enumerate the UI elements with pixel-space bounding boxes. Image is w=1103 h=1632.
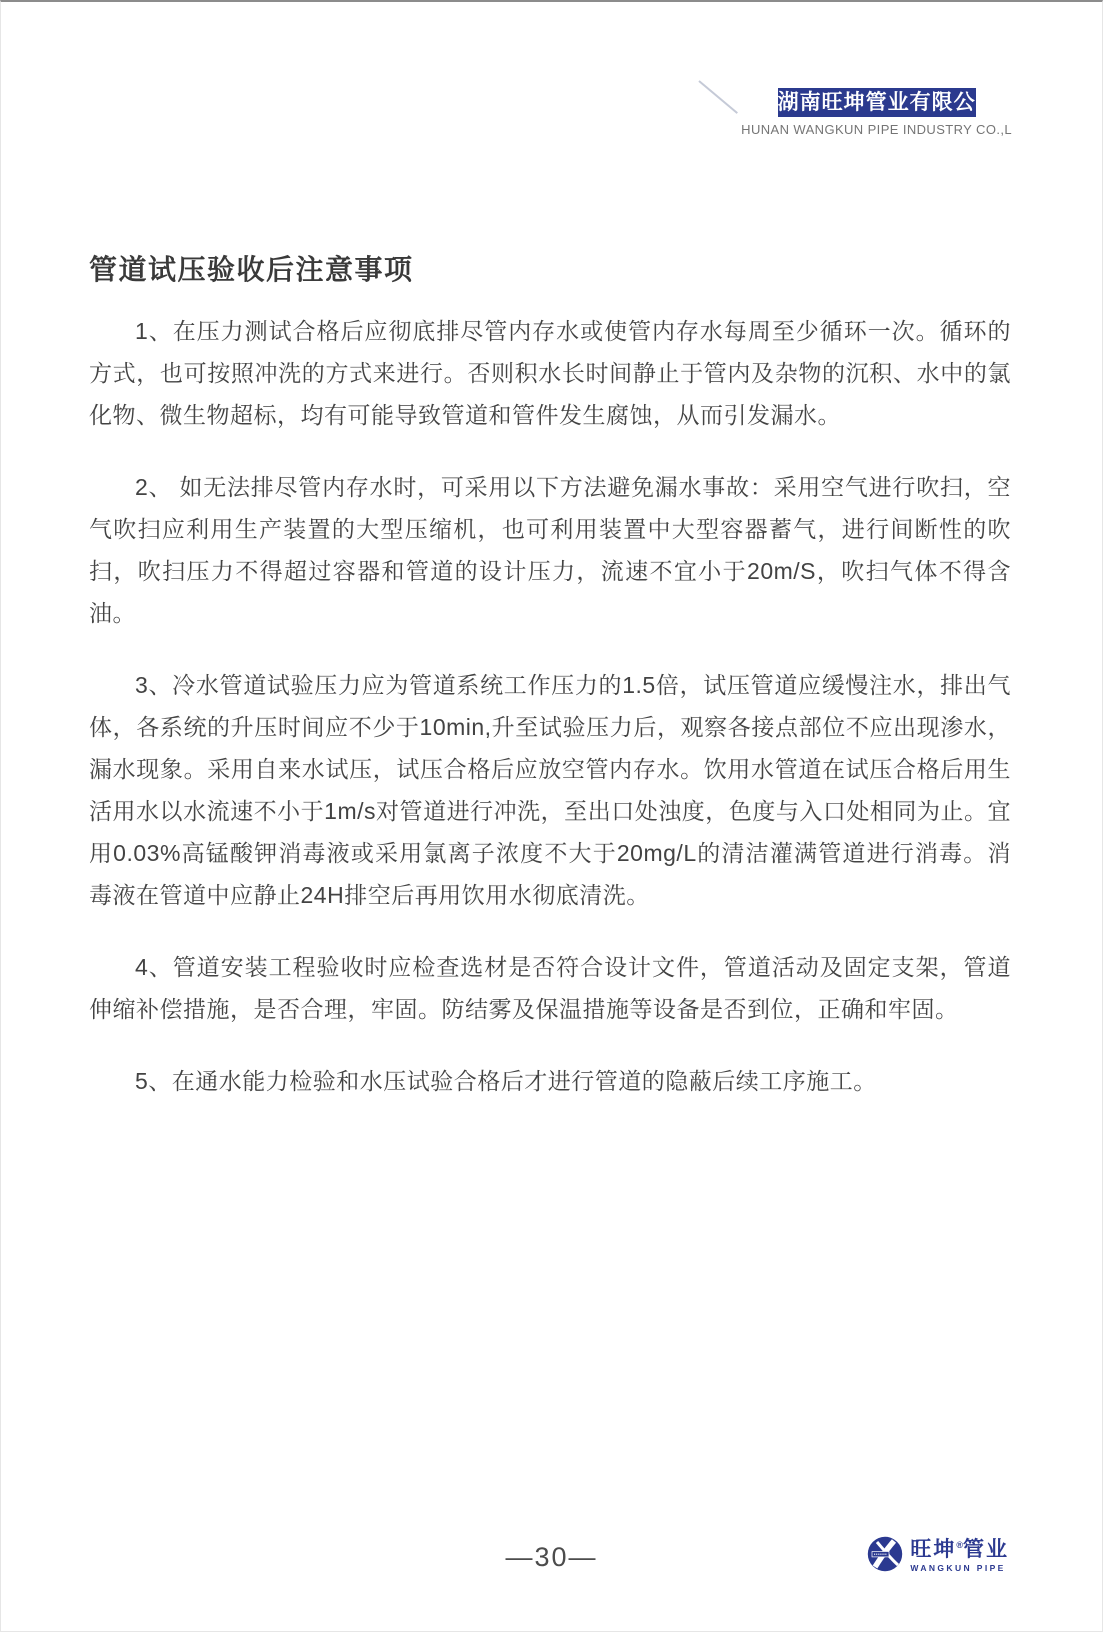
wangkun-emblem-icon xyxy=(867,1536,903,1572)
logo-text xyxy=(910,1534,1009,1573)
body-paragraph-1: 1、在压力测试合格后应彻底排尽管内存水或使管内存水每周至少循环一次。循环的方式，也可按照冲洗的方式来进行。否则积水长时间静止于管内及杂物的沉积、水中的氯化物、微生物超标，均有可能导致管道和管件发生腐蚀，从而引发漏水。 xyxy=(89,318,1011,428)
body-paragraph-3: 3、冷水管道试验压力应为管道系统工作压力的1.5倍，试压管道应缓慢注水，排出气体，各系统的升压时间应不少于10min,升至试验压力后，观察各接点部位不应出现渗水，漏水现象。采用自来水试压，试压合格后应放空管内存水。饮用水管道在试压合格后用生活用水以水流速不小于1m/s对管道进行冲洗，至出口处浊度，色度与入口处相同为止。宜用0.03%高锰酸钾消毒液或采用氯离子浓度不大于20mg/L的清洁灌满管道进行消毒。消毒液在管道中应静止24H排空后再用饮用水彻底清洗。 xyxy=(89,672,1011,908)
body-paragraph-5: 5、在通水能力检验和水压试验合格后才进行管道的隐蔽后续工序施工。 xyxy=(135,1068,877,1094)
wangkun-logo xyxy=(867,1534,1009,1573)
logo-zh-part-left: 旺坤 xyxy=(910,1538,957,1561)
body-paragraph-4: 4、管道安装工程验收时应检查选材是否符合设计文件，管道活动及固定支架，管道伸缩补偿措施，是否合理，牢固。防结雾及保温措施等设备是否到位，正确和牢固。 xyxy=(89,954,1011,1022)
page-number: —30— xyxy=(505,1542,598,1572)
page-title: 管道试压验收后注意事项 xyxy=(89,254,414,285)
company-name-badge: 湖南旺坤管业有限公司 xyxy=(778,88,976,117)
diagonal-line-decoration xyxy=(698,80,738,114)
company-name-english: HUNAN WANGKUN PIPE INDUSTRY CO.,L xyxy=(741,122,1012,137)
document-body xyxy=(89,310,1011,1132)
logo-zh-part-right: 管业 xyxy=(963,1538,1009,1561)
logo-english-name: WANGKUN PIPE xyxy=(910,1563,1006,1573)
logo-chinese-name xyxy=(910,1534,1009,1561)
registered-trademark: ® xyxy=(956,1540,963,1550)
header-brand xyxy=(741,88,1012,137)
body-paragraph-2: 2、 如无法排尽管内存水时，可采用以下方法避免漏水事故：采用空气进行吹扫，空气吹扫应利用生产装置的大型压缩机，也可利用装置中大型容器蓄气，进行间断性的吹扫，吹扫压力不得超过容器和管道的设计压力，流速不宜小于20m/S，吹扫气体不得含油。 xyxy=(89,474,1011,626)
